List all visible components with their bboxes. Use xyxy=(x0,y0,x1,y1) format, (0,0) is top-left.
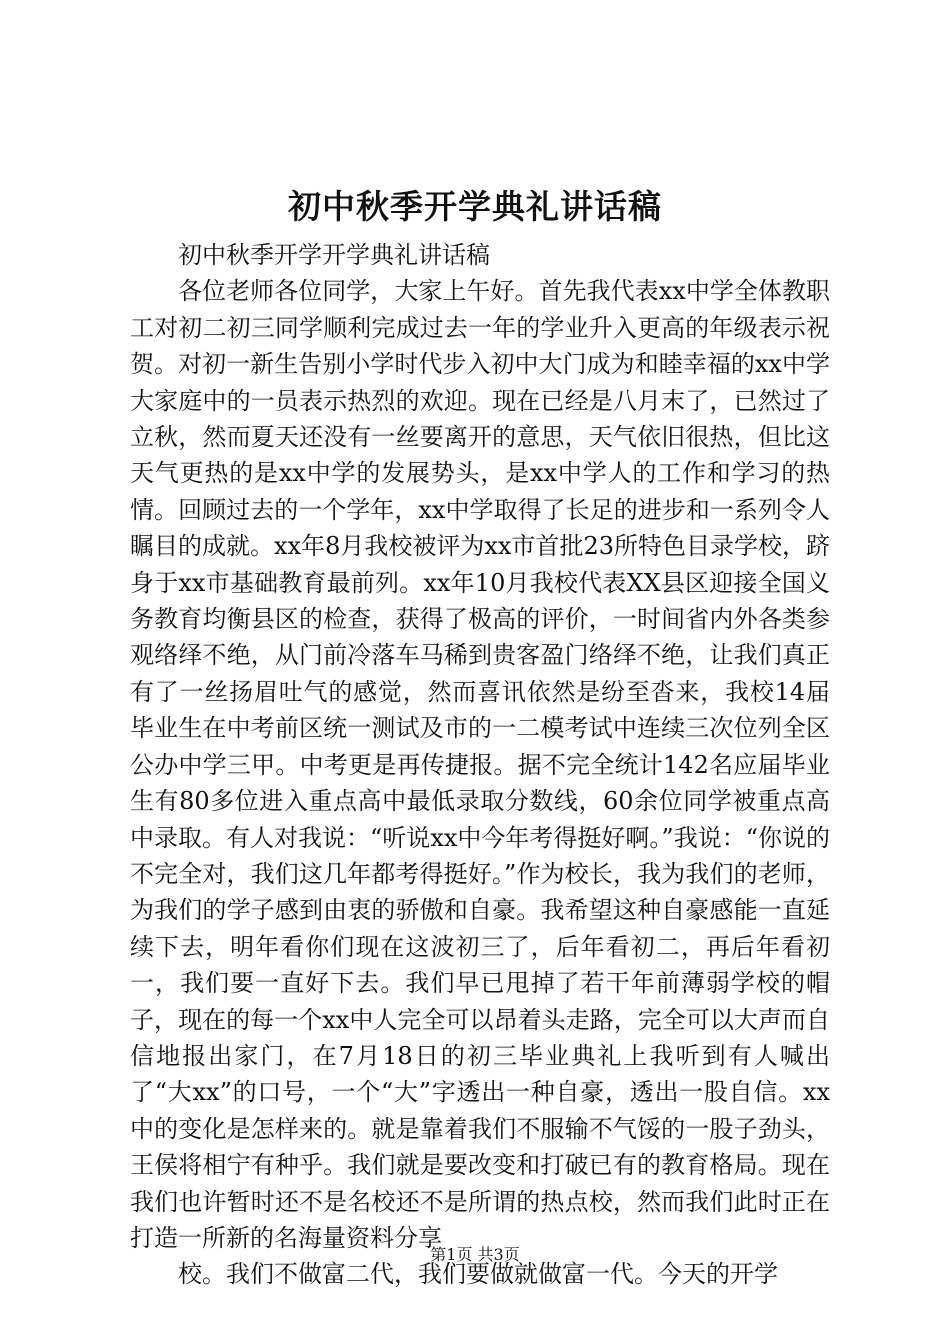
subtitle-paragraph: 初中秋季开学开学典礼讲话稿 xyxy=(178,241,490,269)
body-paragraph: 各位老师各位同学，大家上午好。首先我代表xx中学全体教职工对初二初三同学顺利完成过去一年的学业升入更高的年级表示祝贺。对初一新生告别小学时代步入初中大门成为和睦幸福的xx中学大家庭中的一员表示热烈的欢迎。现在已经是八月末了，已然过了立秋，然而夏天还没有一丝要离开的意思，天气依旧很热，但比这天气更热的是xx中学的发展势头，是xx中学人的工作和学习的热情。回顾过去的一个学年，xx中学取得了长足的进步和一系列令人瞩目的成就。xx年8月我校被评为xx市首批23所特色目录学校，跻身于xx市基础教育最前列。xx年10月我校代表XX县区迎接全国义务教育均衡县区的检查，获得了极高的评价，一时间省内外各类参观络绎不绝，从门前冷落车马稀到贵客盈门络绎不绝，让我们真正有了一丝扬眉吐气的感觉，然而喜讯依然是纷至沓来，我校14届毕业生在中考前区统一测试及市的一二模考试中连续三次位列全区公办中学三甲。中考更是再传捷报。据不完全统计142名应届毕业生有80多位进入重点高中最低录取分数线，60余位同学被重点高中录取。有人对我说：“听说xx中今年考得挺好啊。”我说：“你说的不完全对，我们这几年都考得挺好。”作为校长，我为我们的老师，为我们的学子感到由衷的骄傲和自豪。我希望这种自豪感能一直延续下去，明年看你们现在这波初三了，后年看初二，再后年看初一，我们要一直好下去。我们早已甩掉了若干年前薄弱学校的帽子，现在的每一个xx中人完全可以昂着头走路，完全可以大声而自信地报出家门，在7月18日的初三毕业典礼上我听到有人喊出了“大xx”的口号，一个“大”字透出一种自豪，透出一股自信。xx中的变化是怎样来的。就是靠着我们不服输不气馁的一股子劲头，王侯将相宁有种乎。我们就是要改变和打破已有的教育格局。现在我们也许暂时还不是名校还不是所谓的热点校，然而我们此时正在打造一所新的名海量资料分享 xyxy=(130,277,830,1252)
document-body xyxy=(130,237,830,1293)
body-paragraph: 校。我们不做富二代，我们要做就做富一代。今天的开学 xyxy=(178,1260,778,1289)
document-title: 初中秋季开学典礼讲话稿 xyxy=(288,187,662,226)
page-footer: 第1页 共3页 xyxy=(430,1245,520,1264)
